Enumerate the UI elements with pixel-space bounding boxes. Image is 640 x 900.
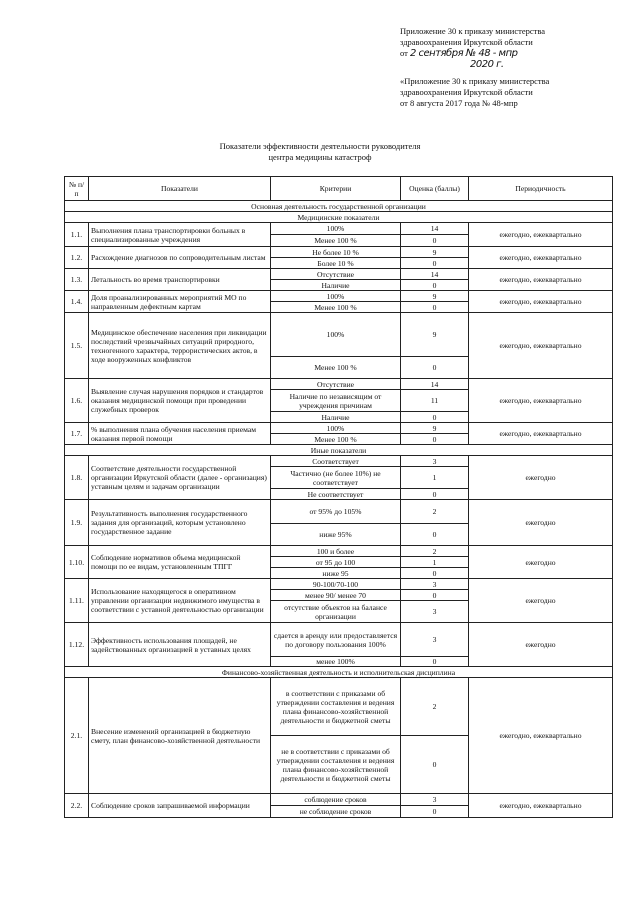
table-row	[65, 579, 613, 590]
row-criterion: 100%	[271, 223, 401, 235]
row-period: ежегодно, ежеквартально	[469, 379, 613, 423]
row-period: ежегодно	[469, 546, 613, 579]
table-row	[65, 500, 613, 524]
header-num: № п/п	[65, 177, 89, 201]
row-num: 2.2.	[65, 794, 89, 818]
row-criterion: не в соответствии с приказами об утверждении составления и ведения плана финансово-хозяйственной деятельности и бюджетной сметы	[271, 736, 401, 794]
row-criterion: Отсутствие	[271, 269, 401, 280]
row-criterion: Наличие	[271, 280, 401, 291]
row-score: 0	[401, 302, 469, 313]
row-indicator: % выполнения плана обучения населения приемам оказания первой помощи	[89, 423, 271, 445]
row-score: 2	[401, 500, 469, 524]
row-criterion: Менее 100 %	[271, 357, 401, 379]
row-period: ежегодно	[469, 579, 613, 623]
table-row	[65, 423, 613, 434]
row-num: 1.4.	[65, 291, 89, 313]
row-score: 14	[401, 269, 469, 280]
row-indicator: Соблюдение нормативов объема медицинской помощи по ее видам, установленным ТПГГ	[89, 546, 271, 579]
row-criterion: 100%	[271, 423, 401, 434]
row-num: 1.1.	[65, 223, 89, 247]
table-row	[65, 623, 613, 657]
row-score: 1	[401, 467, 469, 489]
title-line-2: центра медицины катастроф	[268, 152, 372, 162]
row-indicator: Соблюдение сроков запрашиваемой информации	[89, 794, 271, 818]
row-num: 2.1.	[65, 678, 89, 794]
row-criterion: Наличие	[271, 412, 401, 423]
header-date-prefix: от	[400, 48, 408, 58]
row-score: 9	[401, 423, 469, 434]
row-period: ежегодно, ежеквартально	[469, 223, 613, 247]
row-score: 3	[401, 794, 469, 806]
row-criterion: соблюдение сроков	[271, 794, 401, 806]
row-score: 9	[401, 247, 469, 258]
row-indicator: Выявление случая нарушения порядков и стандартов оказания медицинской помощи при проведении служебных проверок	[89, 379, 271, 423]
section-medical: Медицинские показатели	[65, 212, 613, 223]
title-line-1: Показатели эффективности деятельности руководителя	[219, 141, 421, 151]
row-criterion: Соответствует	[271, 456, 401, 467]
row-indicator: Внесение изменений организацией в бюджетную смету, план финансово-хозяйственной деятельности	[89, 678, 271, 794]
table-row	[65, 313, 613, 357]
row-indicator: Соответствие деятельности государственной организации Иркутской области (далее - организация) уставным целям и задачам организации	[89, 456, 271, 500]
row-score: 14	[401, 379, 469, 390]
row-score: 14	[401, 223, 469, 235]
row-criterion: Более 10 %	[271, 258, 401, 269]
row-indicator: Медицинское обеспечение населения при ликвидации последствий чрезвычайных ситуаций природного, техногенного характера, террористических актов, в ходе вооруженных конфликтов	[89, 313, 271, 379]
row-score: 0	[401, 736, 469, 794]
row-criterion: Частично (не более 10%) не соответствует	[271, 467, 401, 489]
header-line-2: здравоохранения Иркутской области	[400, 37, 533, 47]
row-criterion: Отсутствие	[271, 379, 401, 390]
row-num: 1.7.	[65, 423, 89, 445]
row-criterion: отсутствие объектов на балансе организации	[271, 601, 401, 623]
header-line-1: Приложение 30 к приказу министерства	[400, 26, 545, 36]
handwritten-year: 2020 г.	[470, 59, 504, 70]
row-period: ежегодно	[469, 623, 613, 667]
row-num: 1.11.	[65, 579, 89, 623]
row-criterion: ниже 95	[271, 568, 401, 579]
row-score: 2	[401, 678, 469, 736]
row-num: 1.6.	[65, 379, 89, 423]
table-row	[65, 269, 613, 280]
row-period: ежегодно, ежеквартально	[469, 247, 613, 269]
row-score: 0	[401, 235, 469, 247]
row-score: 11	[401, 390, 469, 412]
header-line-3	[400, 48, 630, 59]
row-period: ежегодно	[469, 456, 613, 500]
row-criterion: менее 100%	[271, 657, 401, 667]
row-num: 1.2.	[65, 247, 89, 269]
table-row	[65, 247, 613, 258]
row-num: 1.8.	[65, 456, 89, 500]
row-score: 0	[401, 806, 469, 818]
table-row	[65, 678, 613, 736]
row-criterion: 100%	[271, 291, 401, 302]
header-quote-1: «Приложение 30 к приказу министерства	[400, 76, 550, 86]
row-criterion: не соблюдение сроков	[271, 806, 401, 818]
header-year	[400, 59, 630, 70]
table-row	[65, 456, 613, 467]
row-num: 1.9.	[65, 500, 89, 546]
section-main: Основная деятельность государственной организации	[65, 201, 613, 212]
row-score: 9	[401, 313, 469, 357]
row-criterion: Менее 100 %	[271, 302, 401, 313]
table-row	[65, 379, 613, 390]
table-row	[65, 291, 613, 302]
header-quote-2: здравоохранения Иркутской области	[400, 87, 533, 97]
row-indicator: Использование находящегося в оперативном управлении организации недвижимого имущества в соответствии с уставной деятельностью организации	[89, 579, 271, 623]
row-indicator: Расхождение диагнозов по сопроводительным листам	[89, 247, 271, 269]
row-score: 0	[401, 357, 469, 379]
section-other: Иные показатели	[65, 445, 613, 456]
row-indicator: Эффективность использования площадей, не задействованных организацией в уставных целях	[89, 623, 271, 667]
row-period: ежегодно, ежеквартально	[469, 794, 613, 818]
row-score: 3	[401, 579, 469, 590]
row-score: 0	[401, 568, 469, 579]
header-period: Периодичность	[469, 177, 613, 201]
row-criterion: Наличие по независящим от учреждения причинам	[271, 390, 401, 412]
handwritten-date: 2 сентября № 48 - мпр	[409, 48, 518, 59]
table-row	[65, 794, 613, 806]
order-header	[400, 26, 630, 109]
row-criterion: 90-100/70-100	[271, 579, 401, 590]
row-period: ежегодно	[469, 500, 613, 546]
row-score: 0	[401, 280, 469, 291]
row-criterion: от 95 до 100	[271, 557, 401, 568]
row-score: 0	[401, 524, 469, 546]
row-period: ежегодно, ежеквартально	[469, 269, 613, 291]
row-period: ежегодно, ежеквартально	[469, 423, 613, 445]
header-criteria: Критерии	[271, 177, 401, 201]
row-score: 0	[401, 657, 469, 667]
row-score: 1	[401, 557, 469, 568]
row-criterion: ниже 95%	[271, 524, 401, 546]
row-score: 0	[401, 434, 469, 445]
indicators-table	[64, 176, 613, 818]
header-score: Оценка (баллы)	[401, 177, 469, 201]
row-indicator: Летальность во время транспортировки	[89, 269, 271, 291]
row-period: ежегодно, ежеквартально	[469, 313, 613, 379]
row-indicator: Доля проанализированных мероприятий МО по направленным дефектным картам	[89, 291, 271, 313]
header-indicator: Показатели	[89, 177, 271, 201]
row-criterion: от 95% до 105%	[271, 500, 401, 524]
row-num: 1.12.	[65, 623, 89, 667]
row-score: 0	[401, 258, 469, 269]
row-criterion: сдается в аренду или предоставляется по договору пользования 100%	[271, 623, 401, 657]
row-score: 2	[401, 546, 469, 557]
row-num: 1.10.	[65, 546, 89, 579]
row-criterion: менее 90/ менее 70	[271, 590, 401, 601]
table-header-row	[65, 177, 613, 201]
row-score: 0	[401, 412, 469, 423]
row-indicator: Результативность выполнения государственного задания для организаций, которым установлено государственное задание	[89, 500, 271, 546]
row-criterion: в соответствии с приказами об утверждении составления и ведения плана финансово-хозяйственной деятельности и бюджетной сметы	[271, 678, 401, 736]
row-score: 3	[401, 623, 469, 657]
row-score: 0	[401, 590, 469, 601]
row-criterion: Менее 100 %	[271, 434, 401, 445]
row-score: 3	[401, 601, 469, 623]
section-finance: Финансово-хозяйственная деятельность и исполнительская дисциплина	[65, 667, 613, 678]
row-criterion: Не соответствует	[271, 489, 401, 500]
row-num: 1.3.	[65, 269, 89, 291]
row-num: 1.5.	[65, 313, 89, 379]
table-row	[65, 546, 613, 557]
row-period: ежегодно, ежеквартально	[469, 678, 613, 794]
row-indicator: Выполнения плана транспортировки больных в специализированные учреждения	[89, 223, 271, 247]
table-row	[65, 223, 613, 235]
document-title	[0, 141, 640, 163]
row-criterion: 100 и более	[271, 546, 401, 557]
header-quote-3: от 8 августа 2017 года № 48-мпр	[400, 98, 518, 108]
row-score: 9	[401, 291, 469, 302]
row-period: ежегодно, ежеквартально	[469, 291, 613, 313]
row-criterion: Менее 100 %	[271, 235, 401, 247]
row-criterion: Не более 10 %	[271, 247, 401, 258]
row-score: 0	[401, 489, 469, 500]
row-criterion: 100%	[271, 313, 401, 357]
row-score: 3	[401, 456, 469, 467]
